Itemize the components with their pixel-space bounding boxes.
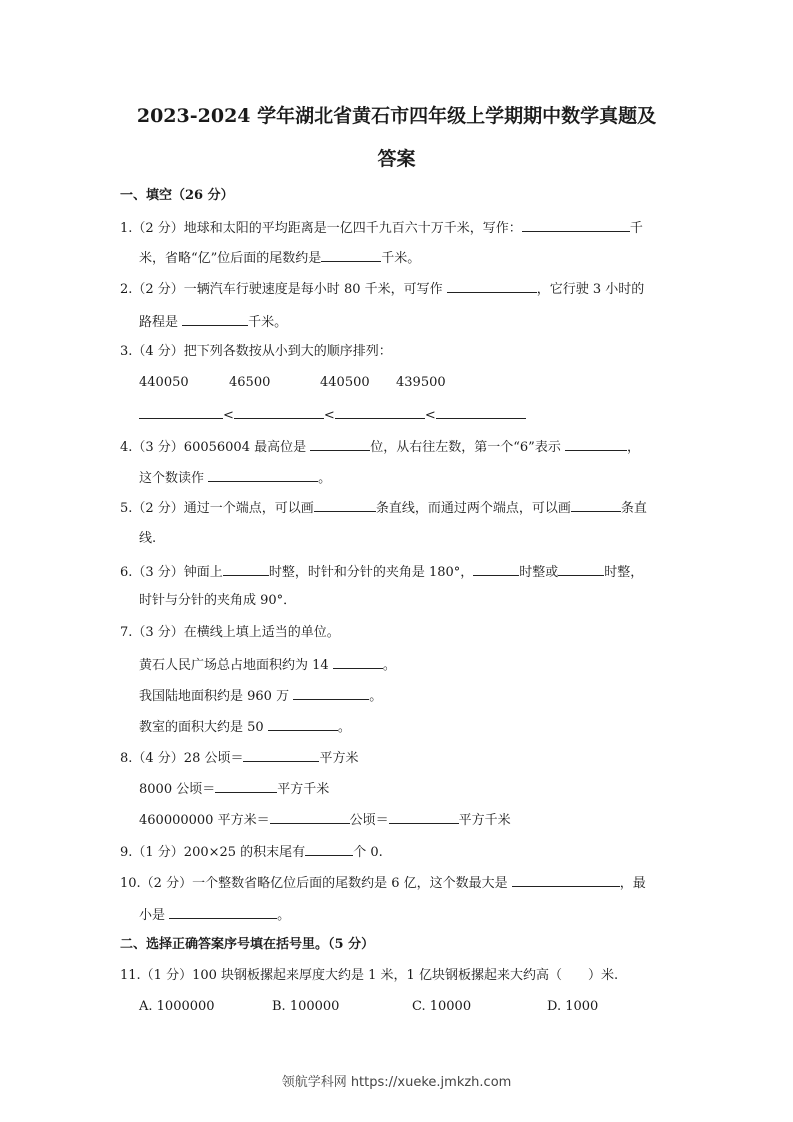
q4-text-d: 这个数读作 [139, 471, 205, 486]
q5-text-b: 条直线，而通过两个端点，可以画 [375, 501, 571, 516]
q5-blank-2[interactable] [571, 498, 621, 512]
question-6-cont: 时针与分针的夹角成 90°． [139, 593, 297, 608]
q10-blank-1[interactable] [512, 873, 620, 887]
q7-item-2 [139, 686, 382, 706]
question-9 [120, 842, 383, 862]
less-than-sign: < [223, 408, 234, 423]
q6-blank-1[interactable] [223, 562, 269, 576]
q8-text-a: 8.（4 分）28 公顷＝ [120, 751, 244, 766]
q9-blank-1[interactable] [305, 842, 353, 856]
document-title-line-1: 2023-2024 学年湖北省黄石市四年级上学期期中数学真题及 [136, 105, 657, 127]
q9-text-a: 9.（1 分）200×25 的积末尾有 [120, 845, 306, 860]
q3-number-4: 439500 [396, 375, 446, 390]
q8-text-b: 平方米 [319, 751, 359, 766]
q10-text-c: 小是 [139, 908, 166, 923]
q2-text-a: 2.（2 分）一辆汽车行驶速度是每小时 80 千米，可写作 [120, 282, 443, 297]
q2-blank-2[interactable] [182, 312, 248, 326]
q7-text-f: 教室的面积大约是 50 [139, 720, 264, 735]
q1-blank-1[interactable] [522, 218, 630, 232]
question-4 [120, 437, 640, 457]
q10-text-a: 10.（2 分）一个整数省略亿位后面的尾数约是 6 亿，这个数最大是 [120, 876, 508, 891]
question-2 [120, 279, 644, 299]
q8-text-e: 460000000 平方米＝ [139, 813, 270, 828]
q6-text-c: 时整或 [519, 565, 559, 580]
q7-text-b: 黄石人民广场总占地面积约为 14 [139, 658, 329, 673]
q3-number-1: 440050 [139, 375, 189, 390]
q8-blank-3[interactable] [270, 810, 350, 824]
q5-text-c: 条直 [620, 501, 647, 516]
q6-text-d: 时整， [604, 565, 644, 580]
q3-blank-2[interactable] [234, 405, 324, 419]
question-5 [120, 498, 647, 518]
q11-option-c[interactable]: C. 10000 [412, 999, 472, 1014]
document-title-line-2: 答案 [377, 148, 416, 170]
q9-text-b: 个 0. [353, 845, 383, 860]
q6-blank-2[interactable] [473, 562, 519, 576]
q7-blank-1[interactable] [333, 655, 383, 669]
q7-blank-2[interactable] [293, 686, 369, 700]
question-10 [120, 873, 646, 893]
question-3: 3.（4 分）把下列各数按从小到大的顺序排列： [120, 344, 392, 359]
less-than-sign: < [424, 408, 436, 423]
q3-blank-1[interactable] [139, 405, 223, 419]
q6-text-a: 6.（3 分）钟面上 [120, 565, 223, 580]
q10-blank-2[interactable] [169, 905, 277, 919]
q5-blank-1[interactable] [314, 498, 376, 512]
q1-text-d: 千米。 [381, 251, 421, 266]
question-10-cont [139, 905, 290, 925]
question-11: 11.（1 分）100 块钢板摞起来厚度大约是 1 米，1 亿块钢板摞起来大约高（ ）米. [120, 968, 619, 983]
q4-text-e: 。 [318, 471, 332, 486]
q7-item-3 [139, 717, 351, 737]
section-2-heading: 二、选择正确答案序号填在括号里。（5 分） [120, 937, 375, 952]
q1-text-a: 1.（2 分）地球和太阳的平均距离是一亿四千九百六十万千米，写作： [120, 221, 522, 236]
q8-item-2 [139, 779, 329, 799]
q6-text-b: 时整，时针和分针的夹角是 180°， [268, 565, 474, 580]
q11-option-d[interactable]: D. 1000 [547, 999, 599, 1014]
question-5-cont: 线. [139, 531, 157, 546]
footer-watermark: 领航学科网 https://xueke.jmkzh.com [281, 1075, 512, 1090]
q8-text-d: 平方千米 [277, 782, 330, 797]
q5-text-a: 5.（2 分）通过一个端点，可以画 [120, 501, 314, 516]
q4-text-a: 4.（3 分）60056004 最高位是 [120, 440, 307, 455]
question-4-cont [139, 468, 331, 488]
q4-blank-3[interactable] [208, 468, 318, 482]
q7-text-d: 我国陆地面积约是 960 万 [139, 689, 290, 704]
question-6 [120, 562, 643, 582]
q4-blank-2[interactable] [565, 437, 627, 451]
q2-text-b: ，它行驶 3 小时的 [536, 282, 645, 297]
q2-text-d: 千米。 [248, 315, 288, 330]
q3-blank-4[interactable] [436, 405, 526, 419]
q4-text-c: ， [626, 440, 640, 455]
section-1-heading: 一、填空（26 分） [120, 188, 234, 203]
q8-text-c: 8000 公顷＝ [139, 782, 216, 797]
q4-text-b: 位，从右往左数，第一个“6”表示 [370, 440, 561, 455]
q8-blank-4[interactable] [389, 810, 459, 824]
q8-blank-1[interactable] [243, 748, 319, 762]
q2-text-c: 路程是 [139, 315, 179, 330]
less-than-sign: < [323, 408, 335, 423]
q3-blank-3[interactable] [335, 405, 425, 419]
q8-blank-2[interactable] [215, 779, 277, 793]
q8-text-g: 平方千米 [458, 813, 511, 828]
question-1-cont [139, 248, 420, 268]
question-1 [120, 218, 643, 238]
q1-blank-2[interactable] [321, 248, 381, 262]
q11-option-a[interactable]: A. 1000000 [139, 999, 215, 1014]
q7-blank-3[interactable] [268, 717, 338, 731]
q8-item-3 [139, 810, 511, 830]
q8-text-f: 公顷＝ [349, 813, 389, 828]
q2-blank-1[interactable] [447, 279, 537, 293]
q7-text-c: 。 [382, 658, 396, 673]
q7-text-e: 。 [369, 689, 383, 704]
q1-text-c: 米，省略“亿”位后面的尾数约是 [139, 251, 322, 266]
q3-number-2: 46500 [229, 375, 271, 390]
q7-text-g: 。 [337, 720, 351, 735]
question-8 [120, 748, 359, 768]
question-7: 7.（3 分）在横线上填上适当的单位。 [120, 625, 340, 640]
question-2-cont [139, 312, 287, 332]
q6-blank-3[interactable] [558, 562, 604, 576]
q11-option-b[interactable]: B. 100000 [272, 999, 340, 1014]
q7-item-1 [139, 655, 396, 675]
q4-blank-1[interactable] [310, 437, 370, 451]
q1-text-b: 千 [629, 221, 643, 236]
q3-number-3: 440500 [320, 375, 370, 390]
q3-ordering-blanks [139, 405, 526, 425]
q10-text-b: ，最 [619, 876, 646, 891]
q10-text-d: 。 [277, 908, 291, 923]
